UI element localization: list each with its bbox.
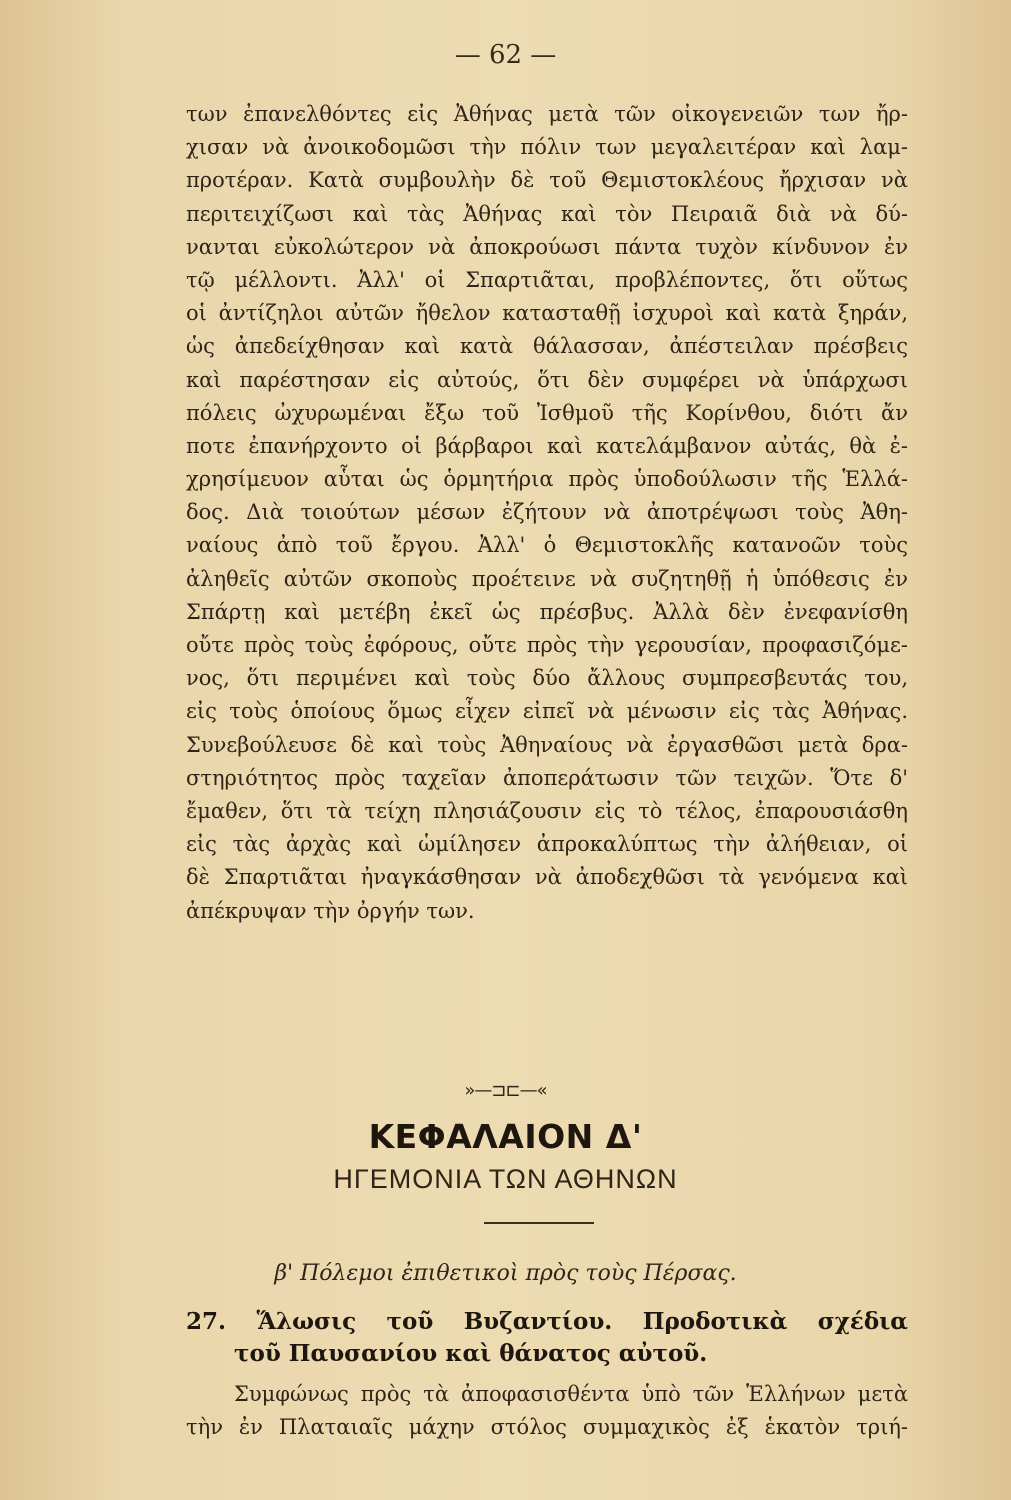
section-title-line: τοῦ Παυσανίου καὶ θάνατος αὐτοῦ. (234, 1340, 708, 1367)
text-line: εἰς τοὺς ὁποίους ὅμως εἶχεν εἰπεῖ νὰ μένωσιν εἰς τὰς Ἀθήνας. (186, 699, 908, 724)
section-body (186, 1378, 908, 1444)
text-line: των ἐπανελθόντες εἰς Ἀθήνας μετὰ τῶν οἰκογενειῶν των ἤρ- (186, 102, 908, 126)
text-line: τὴν ἐν Πλαταιαῖς μάχην στόλος συμμαχικὸς ἐξ ἑκατὸν τριή- (186, 1415, 908, 1440)
text-line: ποτε ἐπανήρχοντο οἱ βάρβαροι καὶ κατελάμβανον αὐτάς, θὰ ἐ- (186, 433, 908, 458)
text-line: χρησίμευον αὗται ὡς ὁρμητήρια πρὸς ὑποδούλωσιν τῆς Ἑλλά- (186, 467, 908, 492)
text-line: Συνεβούλευσε δὲ καὶ τοὺς Ἀθηναίους νὰ ἐργασθῶσι μετὰ δρα- (186, 732, 908, 757)
text-line: δὲ Σπαρτιᾶται ἠναγκάσθησαν νὰ ἀποδεχθῶσι τὰ γενόμενα καὶ (186, 865, 908, 890)
text-line: προτέραν. Κατὰ συμβουλὴν δὲ τοῦ Θεμιστοκλέους ἤρχισαν νὰ (186, 168, 908, 193)
text-line: ἀπέκρυψαν τὴν ὀργήν των. (186, 898, 475, 923)
chapter-subtitle: ΗΓΕΜΟΝΙΑ ΤΩΝ ΑΘΗΝΩΝ (333, 1164, 678, 1194)
text-line: Σπάρτῃ καὶ μετέβη ἐκεῖ ὡς πρέσβυς. Ἀλλὰ δὲν ἐνεφανίσθη (186, 599, 908, 624)
text-line: τῷ μέλλοντι. Ἀλλ' οἱ Σπαρτιᾶται, προβλέποντες, ὅτι οὕτως (186, 267, 908, 292)
text-line: ἀληθεῖς αὐτῶν σκοποὺς προέτεινε νὰ συζητηθῇ ἡ ὑπόθεσις ἐν (186, 566, 908, 591)
page-number: — 62 — (454, 40, 557, 70)
text-line: νανται εὐκολώτερον νὰ ἀποκρούωσι πάντα τυχὸν κίνδυνον ἐν (186, 234, 908, 259)
text-line: οὔτε πρὸς τοὺς ἐφόρους, οὔτε πρὸς τὴν γερουσίαν, προφασιζόμε- (186, 633, 908, 657)
text-line: χισαν νὰ ἀνοικοδομῶσι τὴν πόλιν των μεγαλειτέραν καὶ λαμ- (186, 135, 908, 160)
section-title (186, 1306, 908, 1370)
section-subtitle: β' Πόλεμοι ἐπιθετικοὶ πρὸς τοὺς Πέρσας. (274, 1261, 737, 1286)
section-ornament: »—⊐⊏—« (464, 1080, 547, 1101)
text-line: πόλεις ὠχυρωμέναι ἔξω τοῦ Ἰσθμοῦ τῆς Κορίνθου, διότι ἄν (186, 400, 908, 425)
text-line: περιτειχίζωσι καὶ τὰς Ἀθήνας καὶ τὸν Πειραιᾶ διὰ νὰ δύ- (186, 201, 908, 226)
text-line: ναίους ἀπὸ τοῦ ἔργου. Ἀλλ' ὁ Θεμιστοκλῆς κατανοῶν τοὺς (186, 533, 908, 558)
section-title-line: 27. Ἅλωσις τοῦ Βυζαντίου. Προδοτικὰ σχέδια (186, 1308, 908, 1335)
chapter-heading: ΚΕΦΑΛΑΙΟΝ Δ' (368, 1117, 643, 1156)
text-line: εἰς τὰς ἀρχὰς καὶ ὡμίλησεν ἀπροκαλύπτως τὴν ἀλήθειαν, οἱ (186, 832, 908, 857)
text-line: καὶ παρέστησαν εἰς αὐτούς, ὅτι δὲν συμφέρει νὰ ὑπάρχωσι (186, 367, 908, 392)
text-line: ἔμαθεν, ὅτι τὰ τείχη πλησιάζουσιν εἰς τὸ τέλος, ἐπαρουσιάσθη (186, 798, 908, 823)
divider-rule (484, 1222, 594, 1224)
text-line: στηριότητος πρὸς ταχεῖαν ἀποπεράτωσιν τῶν τειχῶν. Ὅτε δ' (186, 765, 908, 790)
text-line: δος. Διὰ τοιούτων μέσων ἐζήτουν νὰ ἀποτρέψωσι τοὺς Ἀθη- (186, 500, 908, 525)
text-line: οἱ ἀντίζηλοι αὐτῶν ἤθελον κατασταθῇ ἰσχυροὶ καὶ κατὰ ξηράν, (186, 301, 908, 326)
text-line: Συμφώνως πρὸς τὰ ἀποφασισθέντα ὑπὸ τῶν Ἑλλήνων μετὰ (234, 1382, 908, 1406)
body-paragraph (186, 98, 908, 928)
text-line: νος, ὅτι περιμένει καὶ τοὺς δύο ἄλλους συμπρεσβευτάς του, (186, 666, 908, 691)
text-line: ὡς ἀπεδείχθησαν καὶ κατὰ θάλασσαν, ἀπέστειλαν πρέσβεις (186, 334, 908, 359)
